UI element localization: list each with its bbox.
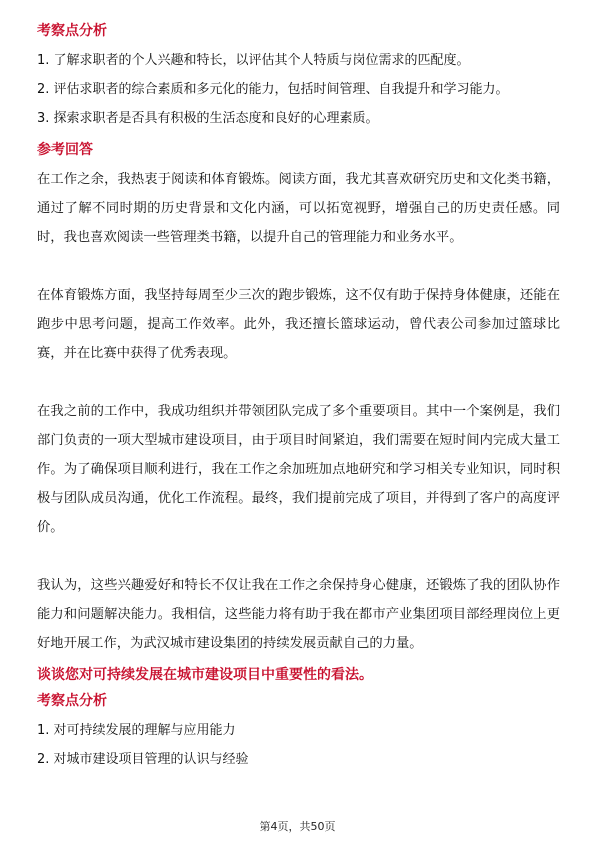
analysis-item-1: 1. 了解求职者的个人兴趣和特长，以评估其个人特质与岗位需求的匹配度。 xyxy=(37,53,470,68)
section-heading-analysis-2: 考察点分析 xyxy=(37,693,107,709)
paragraph-gap xyxy=(37,368,560,397)
analysis2-item-1: 1. 对可持续发展的理解与应用能力 xyxy=(37,723,236,738)
document-page xyxy=(37,22,560,774)
paragraph-gap xyxy=(37,252,560,281)
question-heading: 谈谈您对可持续发展在城市建设项目中重要性的看法。 xyxy=(37,667,373,683)
answer-paragraph-2: 在体育锻炼方面，我坚持每周至少三次的跑步锻炼，这不仅有助于保持身体健康，还能在跑步中思考问题，提高工作效率。此外，我还擅长篮球运动，曾代表公司参加过篮球比赛，并在比赛中获得了优秀表现。 xyxy=(37,288,560,361)
analysis-item-2: 2. 评估求职者的综合素质和多元化的能力，包括时间管理、自我提升和学习能力。 xyxy=(37,82,509,97)
analysis-item-3: 3. 探索求职者是否具有积极的生活态度和良好的心理素质。 xyxy=(37,111,379,126)
section-heading-answer: 参考回答 xyxy=(37,142,93,158)
answer-paragraph-3: 在我之前的工作中，我成功组织并带领团队完成了多个重要项目。其中一个案例是，我们部门负责的一项大型城市建设项目，由于项目时间紧迫，我们需要在短时间内完成大量工作。为了确保项目顺利进行，我在工作之余加班加点地研究和学习相关专业知识，同时积极与团队成员沟通，优化工作流程。最终，我们提前完成了项目，并得到了客户的高度评价。 xyxy=(37,404,560,535)
paragraph-gap xyxy=(37,542,560,571)
page-number-footer: 第4页，共50页 xyxy=(259,820,336,833)
analysis2-item-2: 2. 对城市建设项目管理的认识与经验 xyxy=(37,752,249,767)
answer-paragraph-1: 在工作之余，我热衷于阅读和体育锻炼。阅读方面，我尤其喜欢研究历史和文化类书籍，通过了解不同时期的历史背景和文化内涵，可以拓宽视野，增强自己的历史责任感。同时，我也喜欢阅读一些管理类书籍，以提升自己的管理能力和业务水平。 xyxy=(37,172,560,245)
section-heading-analysis: 考察点分析 xyxy=(37,23,107,39)
answer-paragraph-4: 我认为，这些兴趣爱好和特长不仅让我在工作之余保持身心健康，还锻炼了我的团队协作能力和问题解决能力。我相信，这些能力将有助于我在都市产业集团项目部经理岗位上更好地开展工作，为武汉城市建设集团的持续发展贡献自己的力量。 xyxy=(37,578,560,651)
